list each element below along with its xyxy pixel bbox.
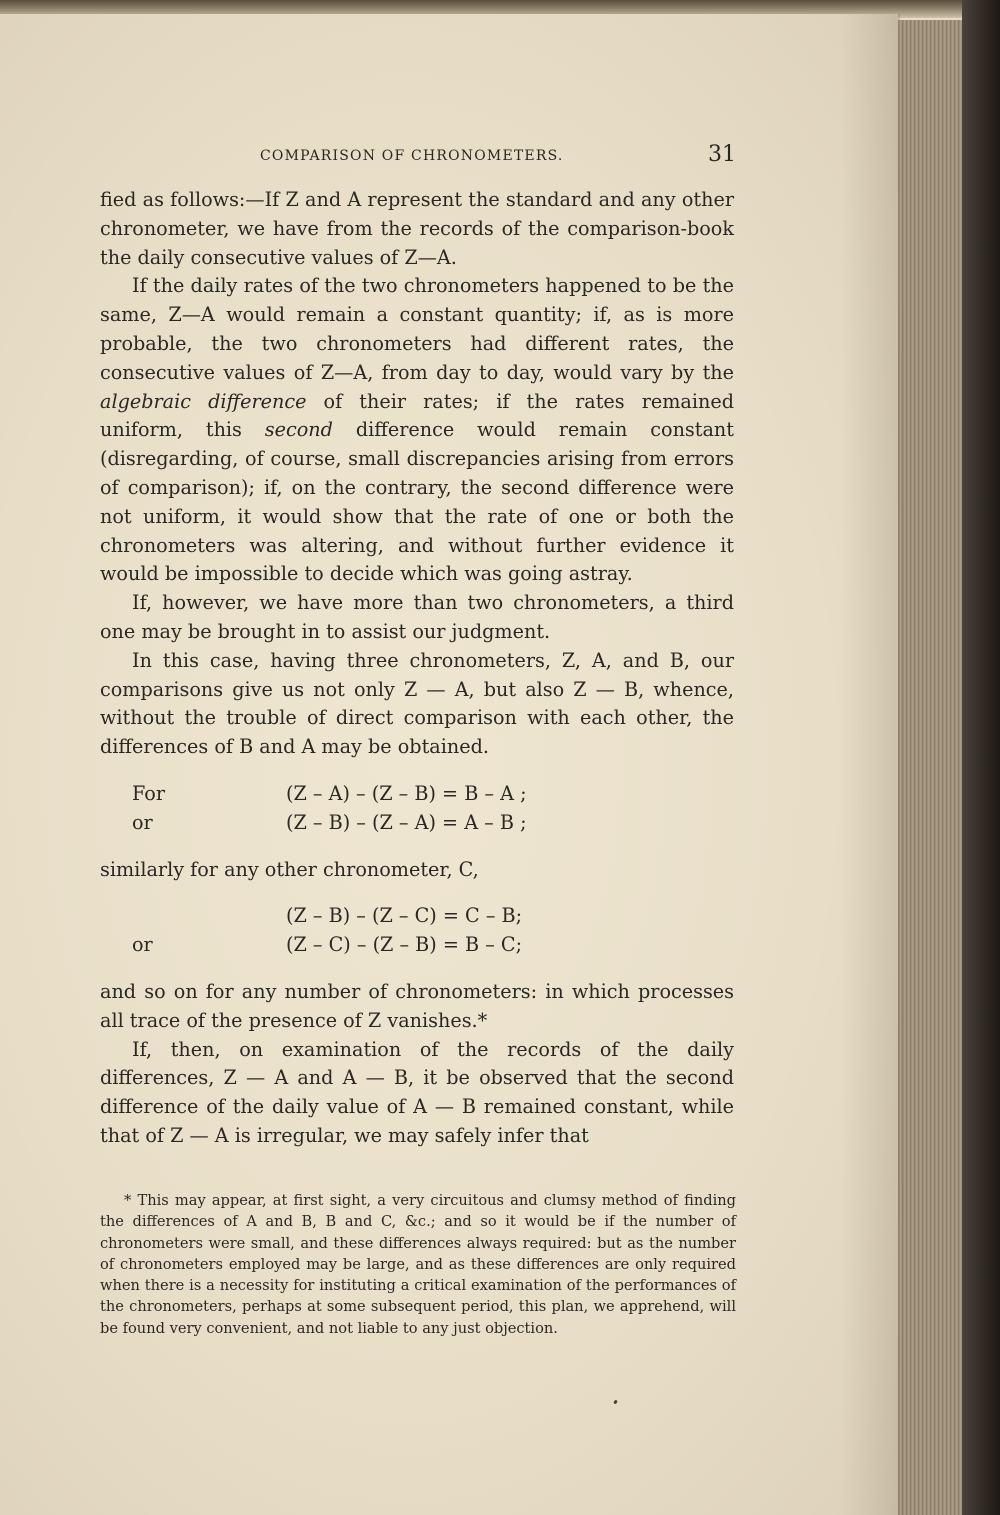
equation-block (100, 780, 734, 838)
body-text (100, 186, 734, 1151)
paragraph: fied as follows:—If Z and A represent the standard and any other chronometer, we have from the records of the comparison-book the daily consecutive values of Z—A. (100, 188, 734, 269)
equation-label: or (132, 810, 153, 834)
page-edge-shading (840, 14, 900, 1515)
equation-row (100, 809, 734, 838)
equation-row (100, 931, 734, 960)
running-title: COMPARISON OF CHRONOMETERS. (260, 148, 564, 164)
footnote-text: * This may appear, at first sight, a very circuitous and clumsy method of finding the differences of A and B, B and C, &c.; and so it would be if the number of chronometers were small, and these differences always required: but as the number of chronometers employed may be large, and as these differences are only required when there is a necessity for instituting a critical examination of the performances of the chronometers, perhaps at some subsequent period, this plan, we apprehend, will be found very convenient, and not liable to any just objection. (100, 1192, 736, 1337)
paragraph: If, however, we have more than two chronometers, a third one may be brought in to assist our judgment. (100, 591, 734, 643)
equation: (Z – B) – (Z – A) = A – B ; (286, 810, 527, 834)
equation: (Z – C) – (Z – B) = B – C; (286, 933, 523, 957)
italic-word: second (264, 418, 333, 442)
book-cover-edge (962, 0, 1000, 1515)
running-head (100, 142, 736, 172)
equation-block (100, 902, 734, 960)
equation-label: or (132, 933, 153, 957)
equation-row (100, 780, 734, 809)
italic-phrase: algebraic difference (100, 389, 307, 413)
paragraph: similarly for any other chronometer, C, (100, 857, 479, 881)
page-stack-edge (898, 20, 968, 1515)
paragraph: In this case, having three chronometers, Z, A, and B, our comparisons give us not only Z — A, but also Z — B, whence, without the trouble of direct comparison with each other, the differences of B and A may be obtained. (100, 648, 734, 759)
text-run: of their rates; if the rates remained uniform, this (100, 389, 734, 442)
footnote (100, 1190, 736, 1339)
equation: (Z – A) – (Z – B) = B – A ; (286, 781, 527, 805)
equation: (Z – B) – (Z – C) = C – B; (286, 904, 523, 928)
text-run: difference would remain constant (disregarding, of course, small discrepancies arising from errors of comparison); if, on the contrary, the second difference were not uniform, it would show that the rate of one or both the chronometers was altering, and without further evidence it would be impossible to decide which was going astray. (100, 418, 734, 586)
equation-label: For (132, 781, 165, 805)
equation-row (100, 902, 734, 931)
text-run: If the daily rates of the two chronometers happened to be the same, Z—A would remain a constant quantity; if, as is more probable, the two chronometers had different rates, the consecutive values of Z—A, from day to day, would vary by the (100, 274, 734, 384)
paragraph: If, then, on examination of the records of the daily differences, Z — A and A — B, it be observed that the second difference of the daily value of A — B remained constant, while that of Z — A is irregular, we may safely infer that (100, 1037, 734, 1147)
paragraph (100, 272, 734, 589)
page-number: 31 (708, 142, 736, 167)
paragraph: and so on for any number of chronometers: in which processes all trace of the presence of Z vanishes.* (100, 979, 734, 1032)
